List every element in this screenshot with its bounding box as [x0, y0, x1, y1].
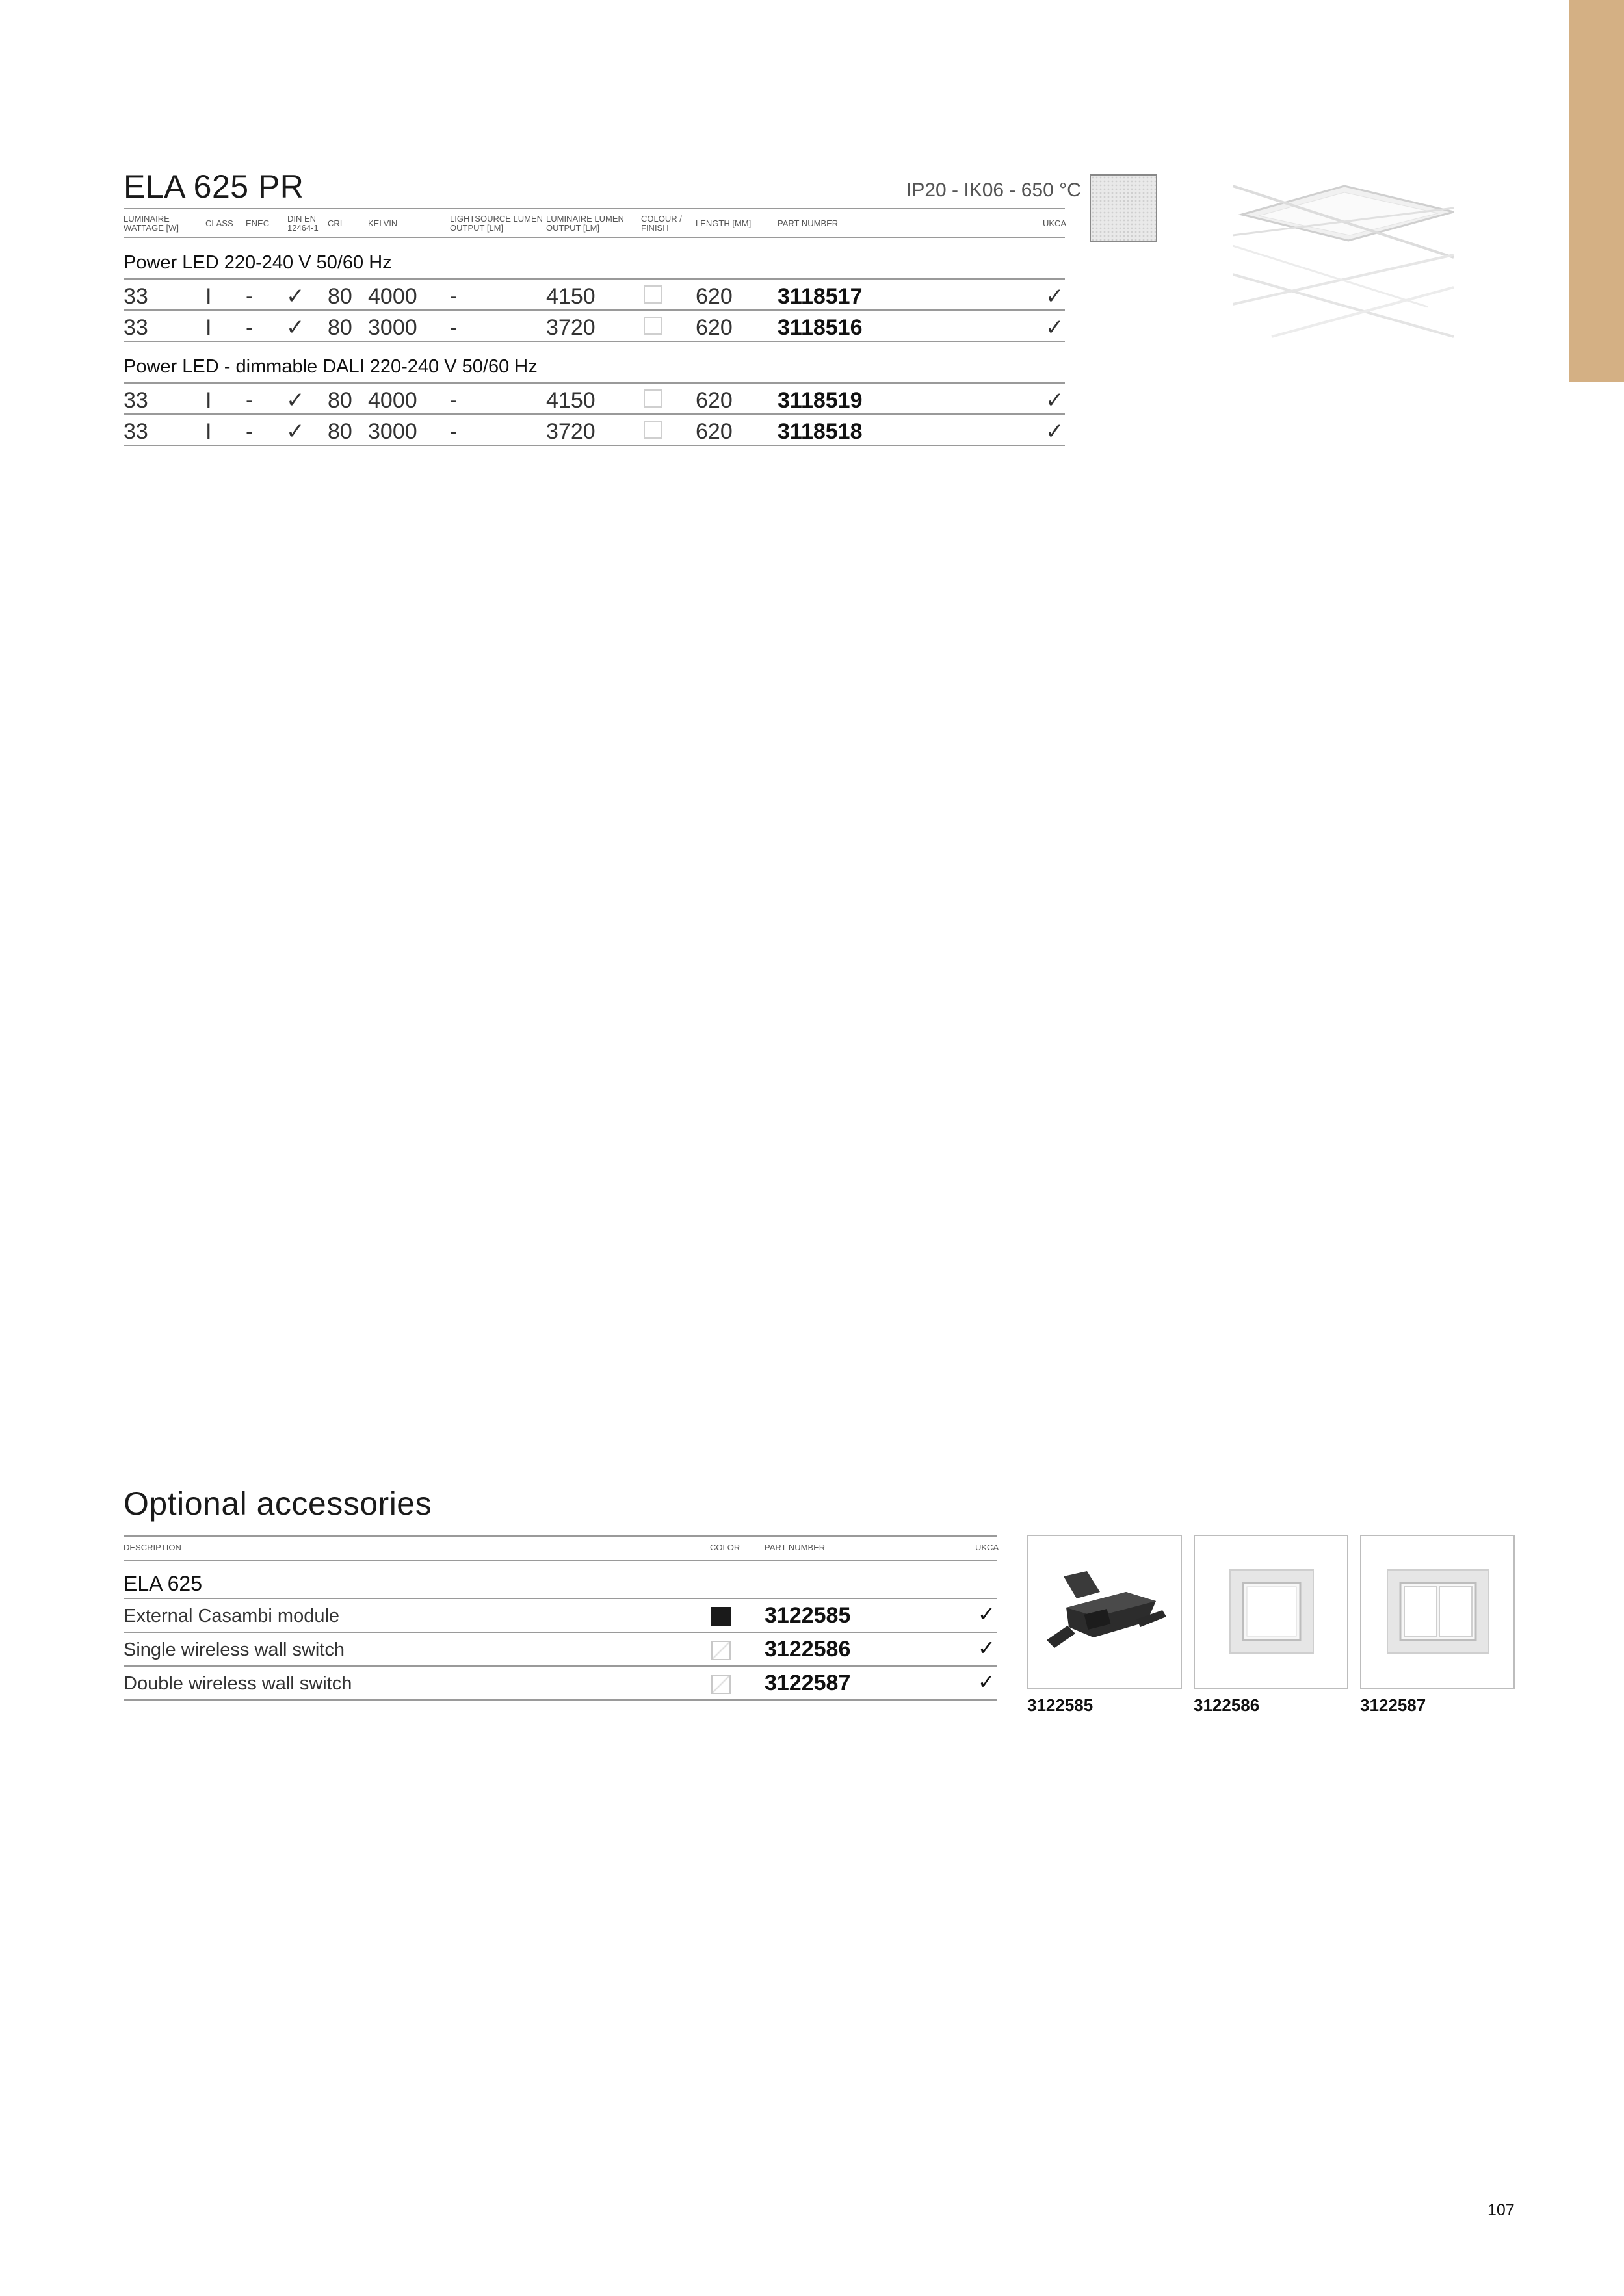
product-title: ELA 625 PR — [124, 168, 304, 205]
accessory-image-tile — [1194, 1535, 1348, 1689]
cri-cell: 80 — [328, 284, 352, 309]
ukca-check-icon: ✓ — [1045, 387, 1064, 413]
table-row — [124, 280, 1065, 311]
length-cell: 620 — [696, 315, 733, 340]
part-number-cell: 3118517 — [778, 284, 863, 309]
col-header-color: COLOR — [710, 1543, 740, 1552]
lightsource-lumen-cell: - — [450, 388, 458, 413]
diffuser-texture-swatch — [1090, 174, 1157, 242]
length-cell: 620 — [696, 419, 733, 444]
single-switch-icon — [1195, 1536, 1347, 1688]
kelvin-cell: 3000 — [368, 315, 417, 340]
ukca-check-icon: ✓ — [978, 1602, 995, 1626]
color-swatch-black — [711, 1607, 731, 1626]
accessory-description: Double wireless wall switch — [124, 1673, 352, 1694]
lightsource-lumen-cell: - — [450, 419, 458, 444]
kelvin-cell: 4000 — [368, 388, 417, 413]
enec-cell: - — [246, 388, 254, 413]
part-number-cell: 3118518 — [778, 419, 863, 444]
colour-swatch-white — [644, 421, 662, 439]
accessory-row — [124, 1599, 997, 1633]
ukca-check-icon: ✓ — [978, 1669, 995, 1694]
cri-cell: 80 — [328, 315, 352, 340]
accessory-row — [124, 1667, 997, 1701]
accessories-top-rule — [124, 1535, 997, 1537]
col-header-part-number: PART NUMBER — [765, 1543, 826, 1552]
enec-cell: - — [246, 284, 254, 309]
length-cell: 620 — [696, 284, 733, 309]
double-switch-icon — [1361, 1536, 1513, 1688]
din-check-icon: ✓ — [286, 283, 305, 309]
col-header-part-number: PART NUMBER — [778, 218, 839, 228]
part-number-cell: 3118516 — [778, 315, 863, 340]
cri-cell: 80 — [328, 388, 352, 413]
class-cell: I — [205, 419, 212, 444]
wattage-cell: 33 — [124, 315, 148, 340]
luminaire-lumen-cell: 4150 — [546, 388, 596, 413]
accessory-part-number: 3122586 — [765, 1637, 851, 1662]
wattage-cell: 33 — [124, 419, 148, 444]
ukca-check-icon: ✓ — [1045, 419, 1064, 445]
table-row — [124, 311, 1065, 342]
class-cell: I — [205, 388, 212, 413]
class-cell: I — [205, 315, 212, 340]
accessories-title: Optional accessories — [124, 1485, 432, 1522]
col-header-length: LENGTH [MM] — [696, 218, 752, 228]
accessory-row — [124, 1633, 997, 1667]
lightsource-lumen-cell: - — [450, 315, 458, 340]
kelvin-cell: 4000 — [368, 284, 417, 309]
col-header-ukca: UKCA — [1043, 218, 1067, 228]
part-number-cell: 3118519 — [778, 388, 863, 413]
din-check-icon: ✓ — [286, 315, 305, 341]
ukca-check-icon: ✓ — [1045, 315, 1064, 341]
kelvin-cell: 3000 — [368, 419, 417, 444]
table-top-rule — [124, 208, 1065, 209]
col-header-lightsource-lumen: LIGHTSOURCE LUMEN OUTPUT [LM] — [450, 214, 544, 233]
col-header-colour: COLOUR / FINISH — [641, 214, 682, 233]
table-header-rule — [124, 237, 1065, 238]
col-header-description: DESCRIPTION — [124, 1543, 181, 1552]
class-cell: I — [205, 284, 212, 309]
cri-cell: 80 — [328, 419, 352, 444]
col-header-wattage: LUMINAIRE WATTAGE [W] — [124, 214, 179, 233]
group-heading: Power LED 220-240 V 50/60 Hz — [124, 252, 392, 273]
protection-rating: IP20 - IK06 - 650 °C — [906, 179, 1081, 201]
accessories-group-heading: ELA 625 — [124, 1572, 202, 1595]
colour-swatch-white — [644, 389, 662, 408]
col-header-class: CLASS — [205, 218, 233, 228]
accessory-image-label: 3122587 — [1360, 1695, 1426, 1715]
section-color-tab — [1569, 0, 1624, 382]
accessory-image-label: 3122585 — [1027, 1695, 1094, 1715]
lightsource-lumen-cell: - — [450, 284, 458, 309]
table-row — [124, 384, 1065, 415]
accessory-image-tile — [1027, 1535, 1182, 1689]
table-row — [124, 415, 1065, 446]
ceiling-panel-photo — [1233, 177, 1460, 338]
accessory-description: Single wireless wall switch — [124, 1639, 345, 1660]
color-swatch-white — [711, 1675, 731, 1694]
col-header-enec: ENEC — [246, 218, 270, 228]
din-check-icon: ✓ — [286, 387, 305, 413]
accessories-header-rule — [124, 1560, 997, 1561]
casambi-module-icon — [1028, 1536, 1181, 1688]
col-header-cri: CRI — [328, 218, 343, 228]
ukca-check-icon: ✓ — [1045, 283, 1064, 309]
color-swatch-white — [711, 1641, 731, 1660]
accessory-image-tile — [1360, 1535, 1515, 1689]
group-heading: Power LED - dimmable DALI 220-240 V 50/60 Hz — [124, 356, 538, 377]
luminaire-lumen-cell: 3720 — [546, 315, 596, 340]
colour-swatch-white — [644, 285, 662, 304]
page-number: 107 — [1487, 2201, 1515, 2219]
wattage-cell: 33 — [124, 388, 148, 413]
colour-swatch-white — [644, 317, 662, 335]
accessory-part-number: 3122585 — [765, 1603, 851, 1628]
wattage-cell: 33 — [124, 284, 148, 309]
din-check-icon: ✓ — [286, 419, 305, 445]
luminaire-lumen-cell: 4150 — [546, 284, 596, 309]
col-header-din: DIN EN 12464-1 — [287, 214, 319, 233]
accessory-description: External Casambi module — [124, 1606, 340, 1626]
luminaire-lumen-cell: 3720 — [546, 419, 596, 444]
accessory-part-number: 3122587 — [765, 1671, 851, 1695]
col-header-ukca: UKCA — [975, 1543, 999, 1552]
enec-cell: - — [246, 419, 254, 444]
enec-cell: - — [246, 315, 254, 340]
length-cell: 620 — [696, 388, 733, 413]
col-header-kelvin: KELVIN — [368, 218, 398, 228]
accessory-image-label: 3122586 — [1194, 1695, 1260, 1715]
ukca-check-icon: ✓ — [978, 1636, 995, 1660]
col-header-luminaire-lumen: LUMINAIRE LUMEN OUTPUT [LM] — [546, 214, 624, 233]
